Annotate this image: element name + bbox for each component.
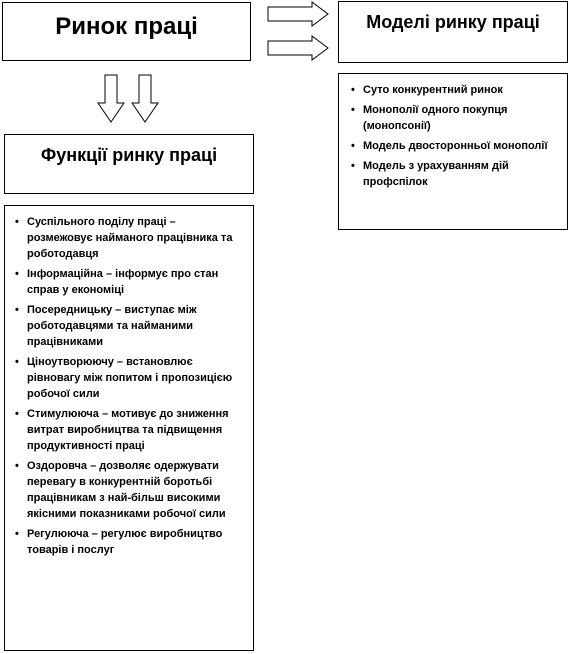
functions-list-item: • Інформаційна – інформує про стан справ у економіці [27,266,243,298]
labour-market-functions-title: Функції ринку праці [40,145,218,165]
labour-market-models-title: Моделі ринку праці [366,12,540,32]
labour-market-title: Ринок праці [55,13,198,40]
functions-list-item: • Посередницьку – виступає між роботодавцями та найманими працівниками [27,302,243,350]
right-arrow-upper [268,2,328,26]
models-list-item: • Суто конкурентний ринок [363,82,559,98]
models-list-item: • Монополії одного покупця (монопсонії) [363,102,559,134]
functions-list-item: • Суспільного поділу праці – розмежовує найманого працівника та роботодавця [27,214,243,262]
down-arrow-right [132,75,158,122]
models-list-item: • Модель двосторонньої монополії [363,138,559,154]
functions-list-item: • Регулююча – регулює виробництво товарів і послуг [27,526,243,558]
down-arrow-left [98,75,124,122]
right-arrow-lower [268,36,328,60]
functions-list-item: • Оздоровча – дозволяє одержувати перевагу в конкурентній боротьбі працівникам з най-більш високими якісними показниками робочої сили [27,458,243,522]
models-list-item: • Модель з урахуванням дій профспілок [363,158,559,190]
functions-list-item: • Ціноутворюючу – встановлює рівновагу між попитом і пропозицією робочої сили [27,354,243,402]
functions-list-item: • Стимулююча – мотивує до зниження витрат виробництва та підвищення продуктивності праці [27,406,243,454]
